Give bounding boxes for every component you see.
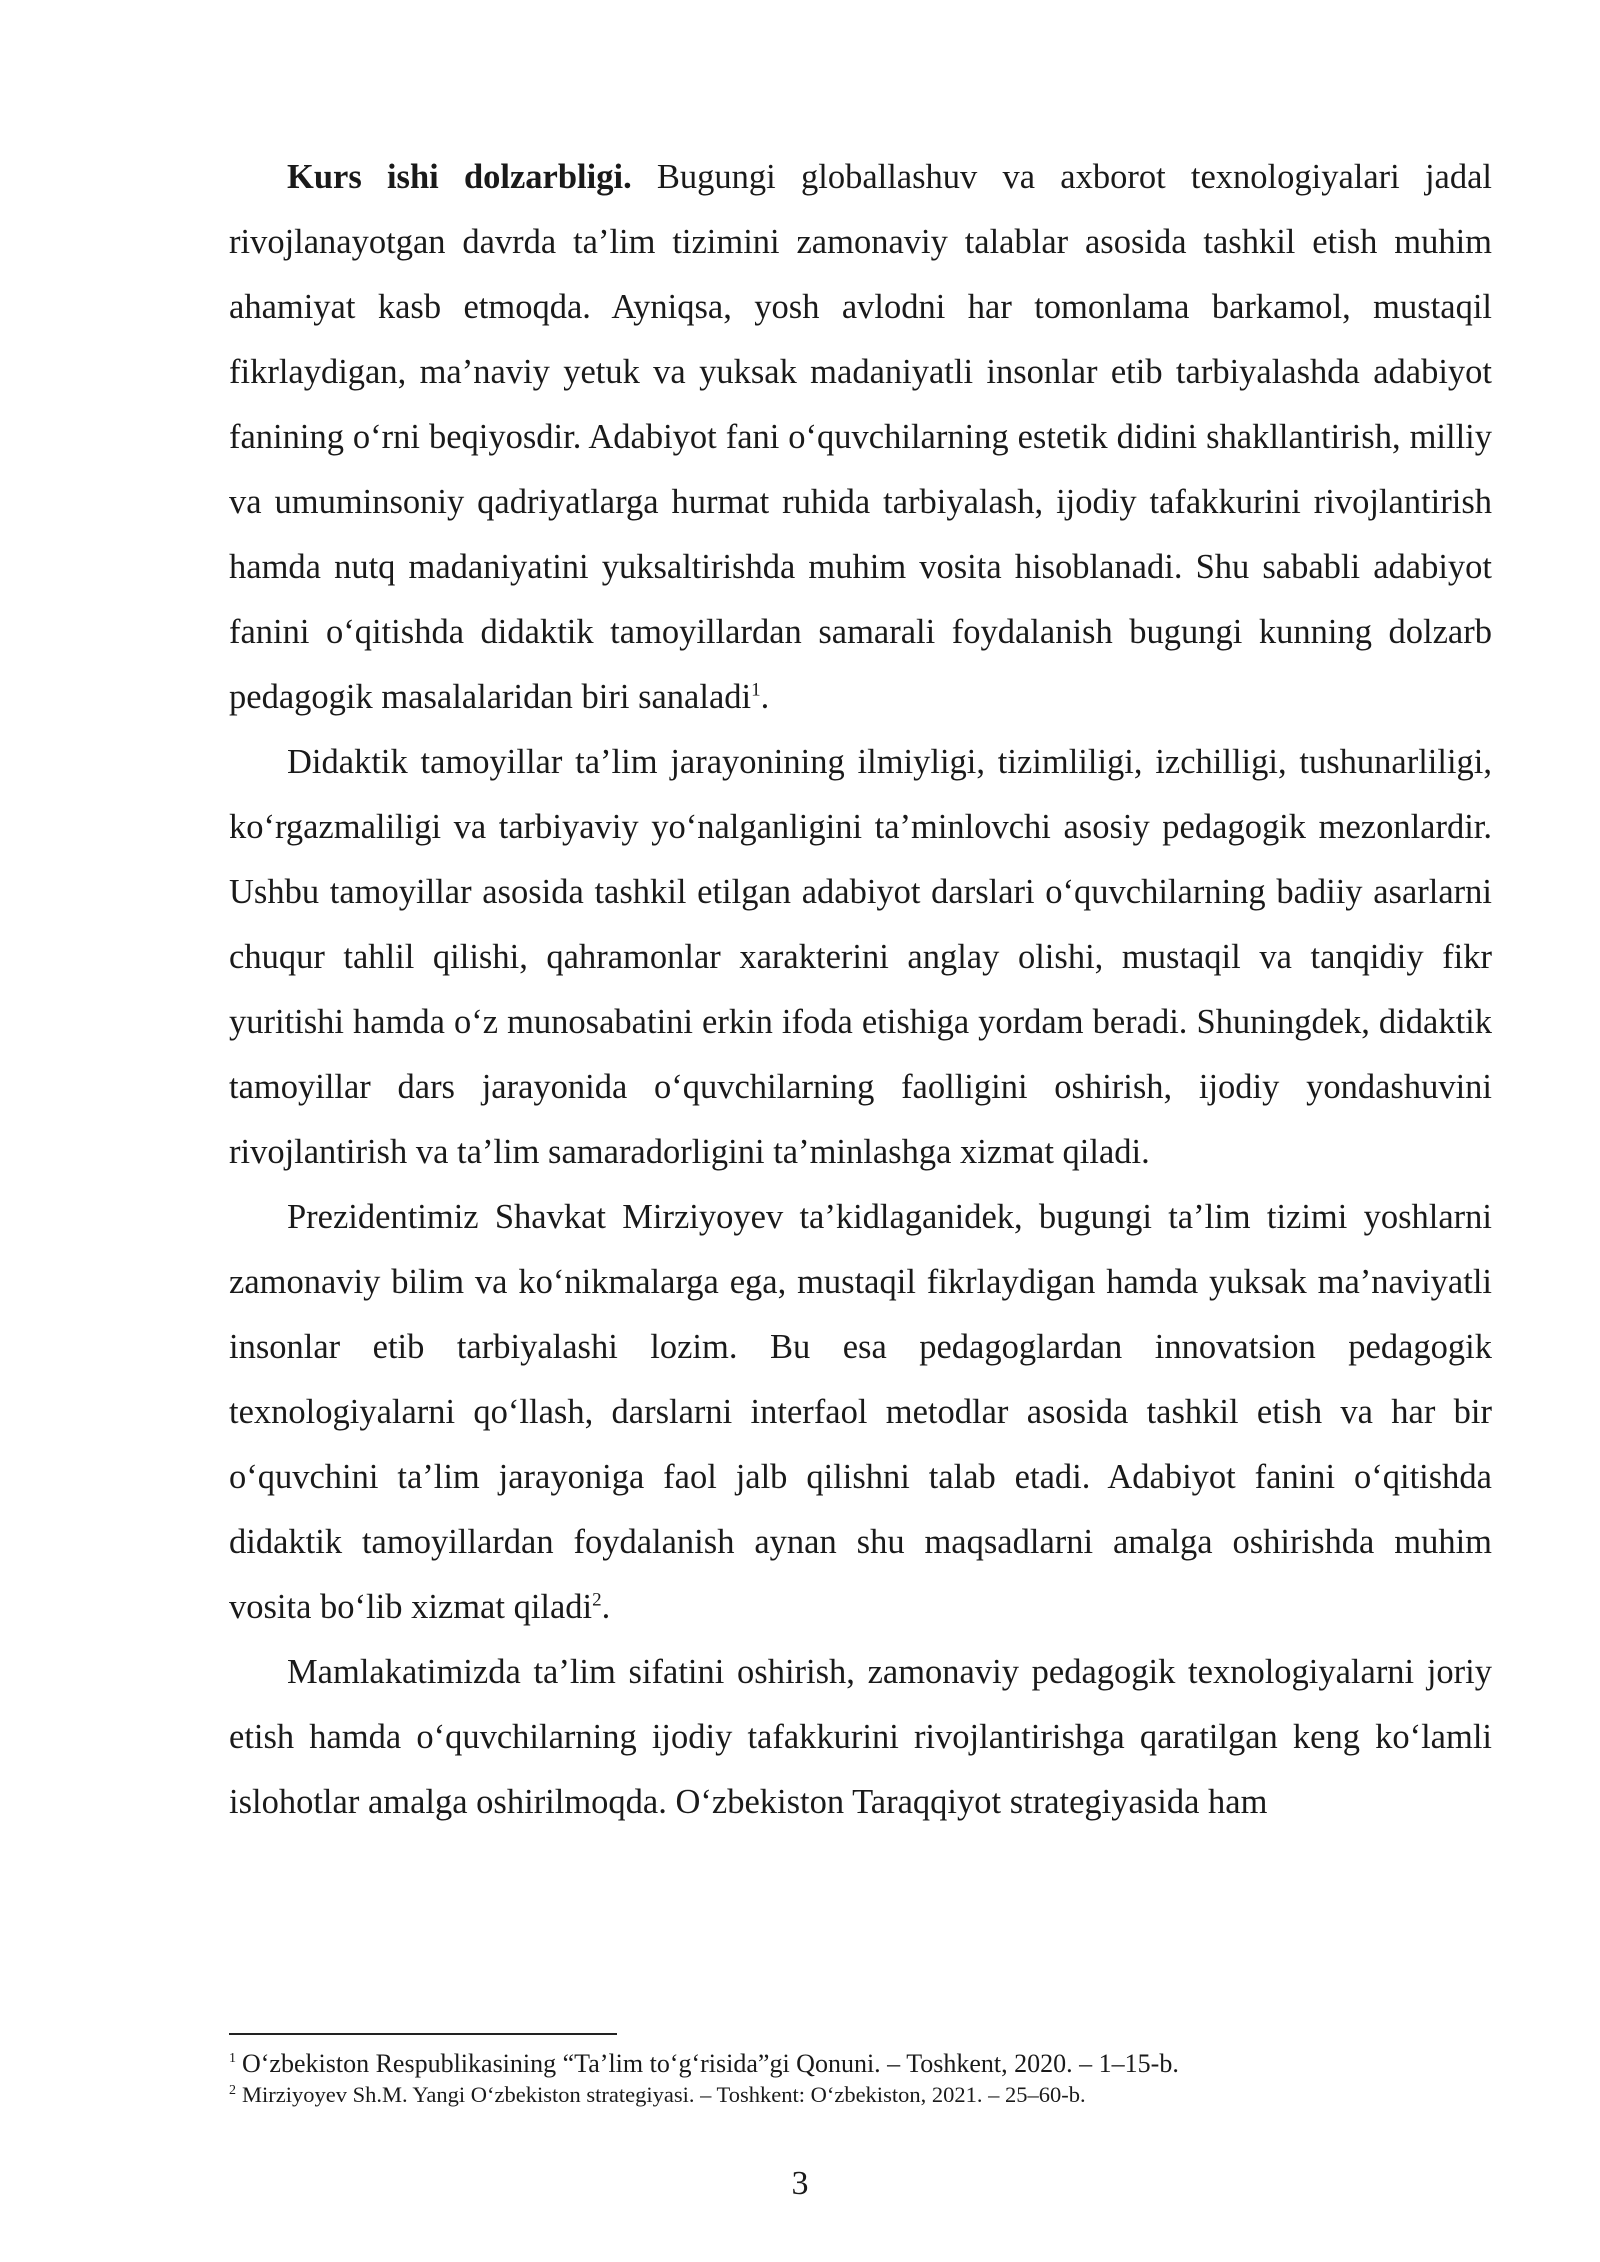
- footnote-text: O‘zbekiston Respublikasining “Ta’lim to‘g‘risida”gi Qonuni. – Toshkent, 2020. – 1–15-b.: [242, 2049, 1179, 2078]
- paragraph-text: Prezidentimiz Shavkat Mirziyoyev ta’kidlaganidek, bugungi ta’lim tizimi yoshlarni zamonaviy bilim va ko‘nikmalarga ega, mustaqil fikrlaydigan hamda yuksak ma’naviyatli insonlar etib tarbiyalashi lozim. Bu esa pedagoglardan innovatsion pedagogik texnologiyalarni qo‘llash, darslarni interfaol metodlar asosida tashkil etish va har bir o‘quvchini ta’lim jarayoniga faol jalb qilishni talab etadi. Adabiyot fanini o‘qitishda didaktik tamoyillardan foydalanish aynan shu maqsadlarni amalga oshirishda muhim vosita bo‘lib xizmat qiladi: [229, 1198, 1492, 1626]
- footnote-reference: 2: [592, 1589, 602, 1611]
- footnote-reference: 1: [751, 679, 761, 701]
- paragraph-text: Bugungi globallashuv va axborot texnologiyalari jadal rivojlanayotgan davrda ta’lim tizimini zamonaviy talablar asosida tashkil etish muhim ahamiyat kasb etmoqda. Ayniqsa, yosh avlodni har tomonlama barkamol, mustaqil fikrlaydigan, ma’naviy yetuk va yuksak madaniyatli insonlar etib tarbiyalashda adabiyot fanining o‘rni beqiyosdir. Adabiyot fani o‘quvchilarning estetik didini shakllantirish, milliy va umuminsoniy qadriyatlarga hurmat ruhida tarbiyalash, ijodiy tafakkurini rivojlantirish hamda nutq madaniyatini yuksaltirishda muhim vosita hisoblanadi. Shu sababli adabiyot fanini o‘qitishda didaktik tamoyillardan samarali foydalanish bugungi kunning dolzarb pedagogik masalalaridan biri sanaladi: [229, 158, 1492, 716]
- paragraph-president-quote: [229, 1185, 1492, 1640]
- paragraph-text: Mamlakatimizda ta’lim sifatini oshirish, zamonaviy pedagogik texnologiyalarni joriy etish hamda o‘quvchilarning ijodiy tafakkurini rivojlantirishga qaratilgan keng ko‘lamli islohotlar amalga oshirilmoqda. O‘zbekiston Taraqqiyot strategiyasida ham: [229, 1653, 1492, 1821]
- body-text: [229, 145, 1492, 1835]
- paragraph-relevance: [229, 145, 1492, 730]
- paragraph-tail: .: [760, 678, 770, 716]
- paragraph-lead-heading: Kurs ishi dolzarbligi.: [287, 158, 632, 196]
- footnote-text: Mirziyoyev Sh.M. Yangi O‘zbekiston strategiyasi. – Toshkent: O‘zbekiston, 2021. – 25–60-b.: [242, 2082, 1086, 2107]
- footnote-separator: [229, 2033, 617, 2035]
- footnote-number: 1: [229, 2051, 236, 2067]
- footnote-1: [229, 2048, 1492, 2080]
- paragraph-didactic-principles: [229, 730, 1492, 1185]
- paragraph-text: Didaktik tamoyillar ta’lim jarayonining ilmiyligi, tizimliligi, izchilligi, tushunarliligi, ko‘rgazmaliligi va tarbiyaviy yo‘nalganligini ta’minlovchi asosiy pedagogik mezonlardir. Ushbu tamoyillar asosida tashkil etilgan adabiyot darslari o‘quvchilarning badiiy asarlarni chuqur tahlil qilishi, qahramonlar xarakterini anglay olishi, mustaqil va tanqidiy fikr yuritishi hamda o‘z munosabatini erkin ifoda etishiga yordam beradi. Shuningdek, didaktik tamoyillar dars jarayonida o‘quvchilarning faolligini oshirish, ijodiy yondashuvini rivojlantirish va ta’lim samaradorligini ta’minlashga xizmat qiladi.: [229, 743, 1492, 1171]
- paragraph-tail: .: [601, 1588, 611, 1626]
- page-number: 3: [791, 2165, 809, 2202]
- footnote-number: 2: [229, 2082, 236, 2098]
- paragraph-reforms: [229, 1640, 1492, 1835]
- footnote-2: [229, 2080, 1492, 2110]
- footnotes: [229, 2048, 1492, 2110]
